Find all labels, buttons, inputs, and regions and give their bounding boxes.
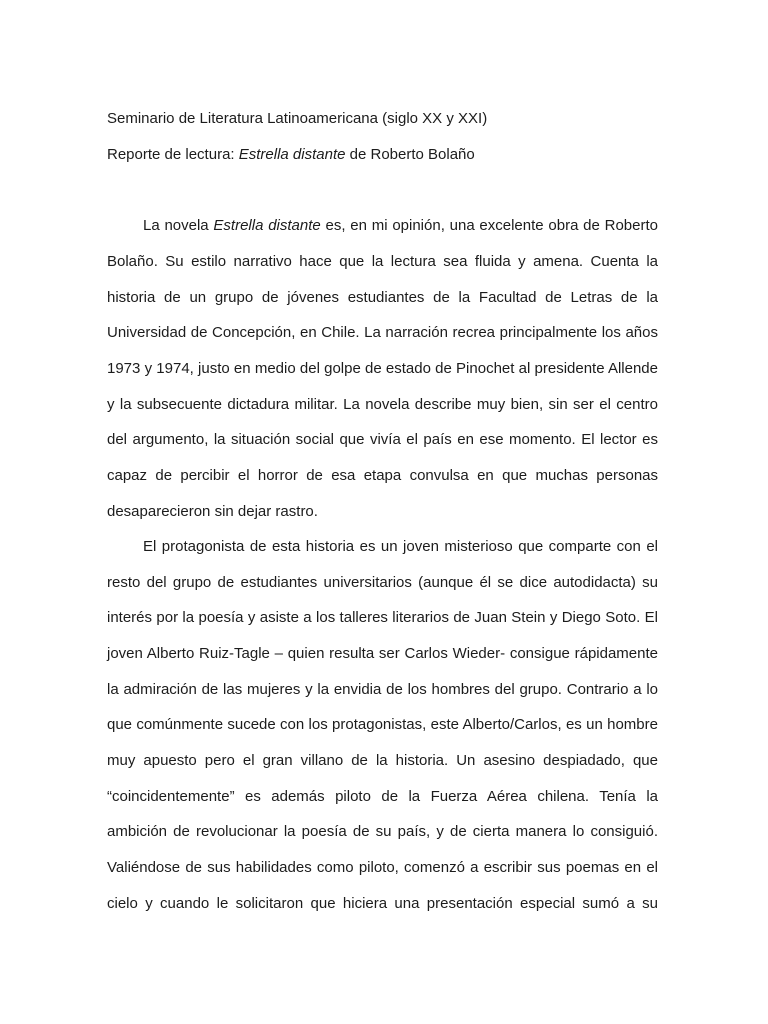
report-suffix: de Roberto Bolaño: [345, 146, 475, 163]
course-title: Seminario de Literatura Latinoamericana (siglo XX y XXI): [107, 110, 488, 127]
book-title-inline: Estrella distante: [213, 217, 321, 234]
body-line: desaparecieron sin dejar rastro.: [107, 503, 318, 520]
body-line: interés por la poesía y asiste a los talleres literarios de Juan Stein y Diego Soto. El: [107, 609, 658, 626]
body-line: que comúnmente sucede con los protagonistas, este Alberto/Carlos, es un hombre: [107, 716, 658, 733]
body-line: joven Alberto Ruiz-Tagle – quien resulta ser Carlos Wieder- consigue rápidamente: [107, 645, 658, 662]
body-line-1: [143, 217, 658, 235]
text-segment: La novela: [143, 217, 214, 234]
body-line: del argumento, la situación social que vivía el país en ese momento. El lector es: [107, 431, 658, 448]
report-title-line: [107, 146, 475, 164]
body-line: cielo y cuando le solicitaron que hiciera una presentación especial sumó a su: [107, 895, 658, 912]
body-line: 1973 y 1974, justo en medio del golpe de estado de Pinochet al presidente Allende: [107, 360, 658, 377]
body-line: Bolaño. Su estilo narrativo hace que la lectura sea fluida y amena. Cuenta la: [107, 253, 658, 270]
report-prefix: Reporte de lectura:: [107, 146, 239, 163]
body-line: “coincidentemente” es además piloto de la Fuerza Aérea chilena. Tenía la: [107, 788, 658, 805]
body-line: Valiéndose de sus habilidades como piloto, comenzó a escribir sus poemas en el: [107, 859, 658, 876]
body-line: El protagonista de esta historia es un joven misterioso que comparte con el: [143, 538, 658, 555]
body-line: capaz de percibir el horror de esa etapa convulsa en que muchas personas: [107, 467, 658, 484]
body-line: resto del grupo de estudiantes universitarios (aunque él se dice autodidacta) su: [107, 574, 658, 591]
body-line: y la subsecuente dictadura militar. La novela describe muy bien, sin ser el centro: [107, 396, 658, 413]
text-segment: es, en mi opinión, una excelente obra de Roberto: [320, 217, 658, 234]
body-line: la admiración de las mujeres y la envidia de los hombres del grupo. Contrario a lo: [107, 681, 658, 698]
body-line: ambición de revolucionar la poesía de su país, y de cierta manera lo consiguió.: [107, 823, 658, 840]
body-line: muy apuesto pero el gran villano de la historia. Un asesino despiadado, que: [107, 752, 658, 769]
body-line: historia de un grupo de jóvenes estudiantes de la Facultad de Letras de la: [107, 289, 658, 306]
book-title: Estrella distante: [238, 146, 346, 163]
body-line: Universidad de Concepción, en Chile. La narración recrea principalmente los años: [107, 324, 658, 341]
